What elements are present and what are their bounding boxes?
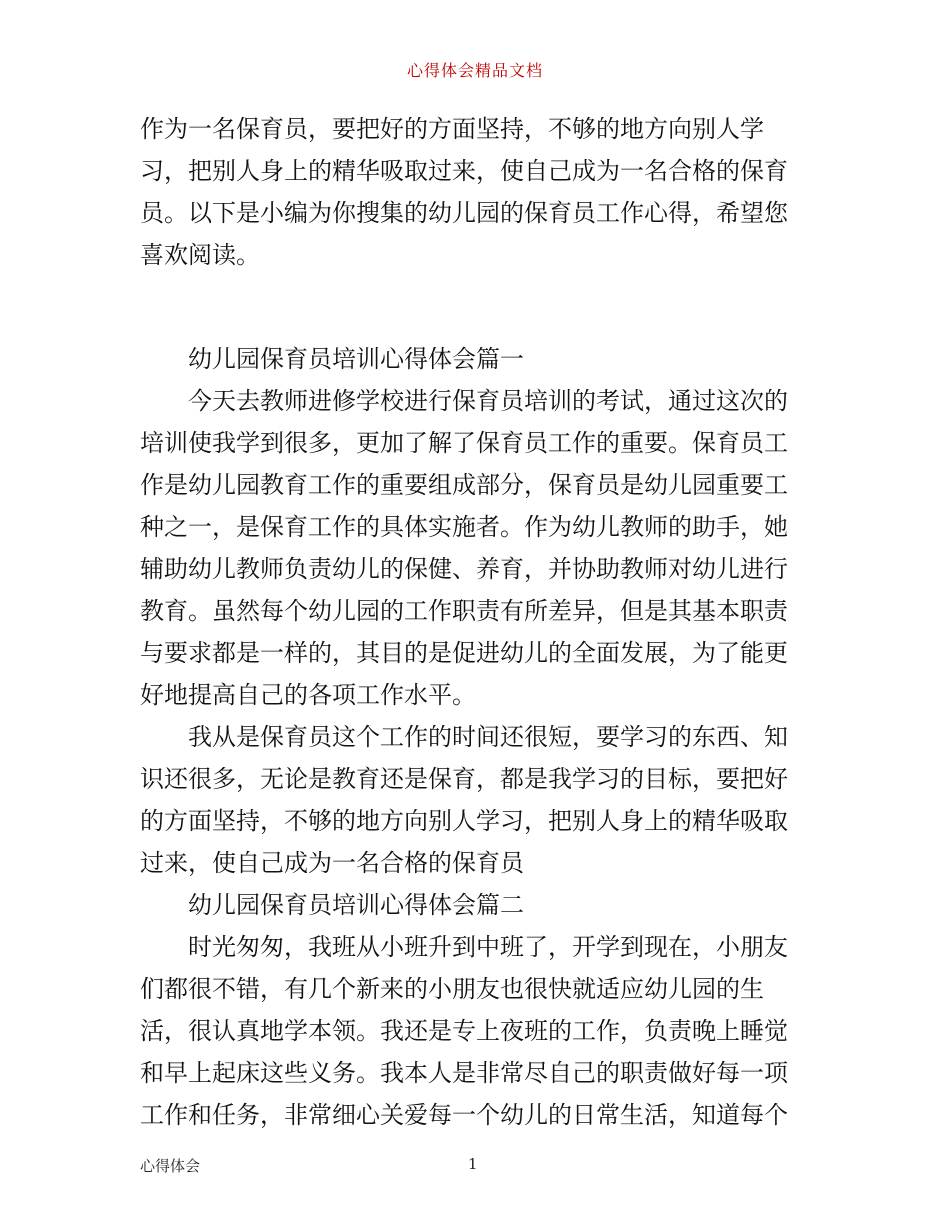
text-line: 们都很不错，有几个新来的小朋友也很快就适应幼儿园的生 <box>140 975 764 1003</box>
text-line: 活，很认真地学本领。我还是专上夜班的工作，负责晚上睡觉 <box>140 1017 788 1045</box>
text-line: 与要求都是一样的，其目的是促进幼儿的全面发展，为了能更 <box>140 639 788 667</box>
text-line: 喜欢阅读。 <box>140 241 260 269</box>
section-2-title: 幼儿园保育员培训心得体会篇二 <box>188 891 524 919</box>
footer-label: 心得体会 <box>140 1157 201 1175</box>
text-line: 种之一，是保育工作的具体实施者。作为幼儿教师的助手，她 <box>140 513 788 541</box>
text-line: 的方面坚持，不够的地方向别人学习，把别人身上的精华吸取 <box>140 807 788 835</box>
text-line: 今天去教师进修学校进行保育员培训的考试，通过这次的 <box>188 387 788 415</box>
document-header-title: 心得体会精品文档 <box>406 61 543 80</box>
section-2-paragraph-1 <box>140 926 812 1136</box>
text-line: 教育。虽然每个幼儿园的工作职责有所差异，但是其基本职责 <box>140 597 788 625</box>
page-number: 1 <box>468 1155 478 1173</box>
text-line: 培训使我学到很多，更加了解了保育员工作的重要。保育员工 <box>140 429 788 457</box>
text-line: 工作和任务，非常细心关爱每一个幼儿的日常生活，知道每个 <box>140 1101 788 1129</box>
section-1-title: 幼儿园保育员培训心得体会篇一 <box>188 345 524 373</box>
text-line: 好地提高自己的各项工作水平。 <box>140 681 476 709</box>
text-line: 作为一名保育员，要把好的方面坚持，不够的地方向别人学 <box>140 115 764 143</box>
text-line: 习，把别人身上的精华吸取过来，使自己成为一名合格的保育 <box>140 157 788 185</box>
text-line: 辅助幼儿教师负责幼儿的保健、养育，并协助教师对幼儿进行 <box>140 555 788 583</box>
text-line: 识还很多，无论是教育还是保育，都是我学习的目标，要把好 <box>140 765 788 793</box>
text-line: 和早上起床这些义务。我本人是非常尽自己的职责做好每一项 <box>140 1059 788 1087</box>
text-line: 我从是保育员这个工作的时间还很短，要学习的东西、知 <box>188 723 788 751</box>
section-1-paragraph-1 <box>140 380 812 716</box>
text-line: 员。以下是小编为你搜集的幼儿园的保育员工作心得，希望您 <box>140 199 788 227</box>
text-line: 过来，使自己成为一名合格的保育员 <box>140 849 524 877</box>
document-body <box>140 108 812 1136</box>
text-line: 作是幼儿园教育工作的重要组成部分，保育员是幼儿园重要工 <box>140 471 788 499</box>
section-1-paragraph-2 <box>140 716 812 884</box>
intro-paragraph <box>140 108 812 276</box>
paragraph-gap <box>140 276 812 338</box>
text-line: 时光匆匆，我班从小班升到中班了，开学到现在，小朋友 <box>188 933 788 961</box>
